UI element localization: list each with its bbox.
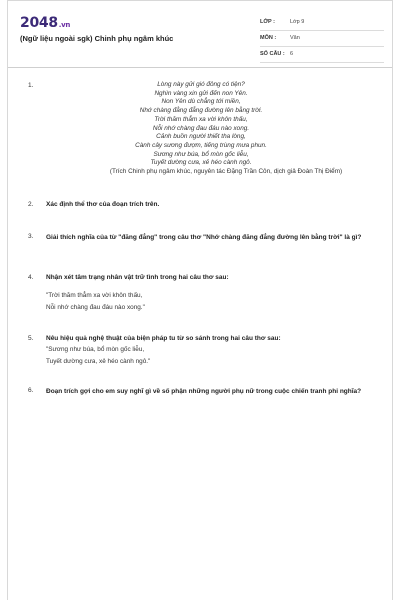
quote-line: Nỗi nhớ chàng đau đáu nào xong." <box>46 303 145 311</box>
question-text: Nêu hiệu quả nghệ thuật của biện pháp tu từ so sánh trong hai câu thơ sau: <box>46 335 281 342</box>
poem-passage <box>8 81 394 177</box>
meta-value: Văn <box>290 35 300 41</box>
worksheet-header <box>8 1 392 68</box>
question-number: 3. <box>28 233 34 240</box>
quote-line: "Trời thăm thẳm xa vời khôn thấu, <box>46 292 143 299</box>
poem-line: Nhớ chàng đằng đẵng đường lên bằng trời. <box>139 107 263 115</box>
meta-label: MÔN : <box>260 35 277 41</box>
question-item <box>28 200 374 209</box>
meta-label: SỐ CÂU : <box>260 51 285 57</box>
poem-line: Cành cây sương đượm, tiếng trùng mưa phun. <box>135 141 267 149</box>
question-item <box>28 273 374 313</box>
question-text: Nhận xét tâm trạng nhân vật trữ tình trong hai câu thơ sau: <box>46 274 229 281</box>
question-number: 1. <box>28 82 34 89</box>
poem-line: Sương như búa, bổ mòn gốc liễu, <box>153 150 249 158</box>
poem-line: Nghìn vàng xin gửi đến non Yên. <box>154 89 248 97</box>
question-text: Giải thích nghĩa của từ "đăng đẳng" trong câu thơ "Nhớ chàng đăng đẳng đường lên bằng trời" là gì? <box>46 234 362 241</box>
question-number: 4. <box>28 274 34 281</box>
meta-row-subject <box>260 31 384 47</box>
poem-line: Trời thăm thẳm xa vời khôn thấu, <box>154 115 248 123</box>
poem-line: Lòng này gửi gió đông có tiện? <box>157 81 245 88</box>
quote-line: Tuyết dường cưa, xẻ héo cành ngô." <box>46 357 151 365</box>
question-text: Xác định thể thơ của đoạn trích trên. <box>46 201 160 208</box>
meta-row-class <box>260 15 384 31</box>
logo-tld: .vn <box>58 21 71 29</box>
question-number: 2. <box>28 201 34 208</box>
poem-line: Cảnh buồn người thiết tha lòng, <box>156 133 246 141</box>
question-item <box>28 334 374 367</box>
quote-line: "Sương như búa, bổ mòn gốc liễu, <box>46 346 145 353</box>
worksheet-page <box>7 0 393 600</box>
meta-value: Lớp 9 <box>290 19 305 25</box>
poem-line: Nỗi nhớ chàng đau đáu nào xong. <box>152 124 250 132</box>
question-number: 6. <box>28 387 34 394</box>
question-text: Đoạn trích gợi cho em suy nghĩ gì về số phận những người phụ nữ trong cuộc chiến tranh phi nghĩa? <box>46 388 362 395</box>
page-title: (Ngữ liệu ngoài sgk) Chinh phụ ngâm khúc <box>20 34 174 43</box>
question-number: 5. <box>28 335 34 342</box>
meta-table <box>260 15 384 63</box>
meta-label: LỚP : <box>260 19 275 25</box>
question-item <box>28 232 374 243</box>
quoted-verse <box>46 290 374 313</box>
quoted-verse <box>46 344 374 367</box>
meta-value: 6 <box>290 51 294 57</box>
site-logo[interactable] <box>20 15 70 31</box>
logo-text: 2048 <box>20 15 58 31</box>
question-item <box>28 386 374 397</box>
poem-line: Tuyết dường cưa, xẻ héo cành ngô. <box>150 159 252 167</box>
poem-source: (Trích Chinh phụ ngâm khúc, nguyên tác Đặng Trần Côn, dịch giả Đoàn Thị Điểm) <box>109 168 343 176</box>
meta-row-count <box>260 47 384 63</box>
poem-line: Non Yên dù chẳng tới miền, <box>161 98 241 106</box>
